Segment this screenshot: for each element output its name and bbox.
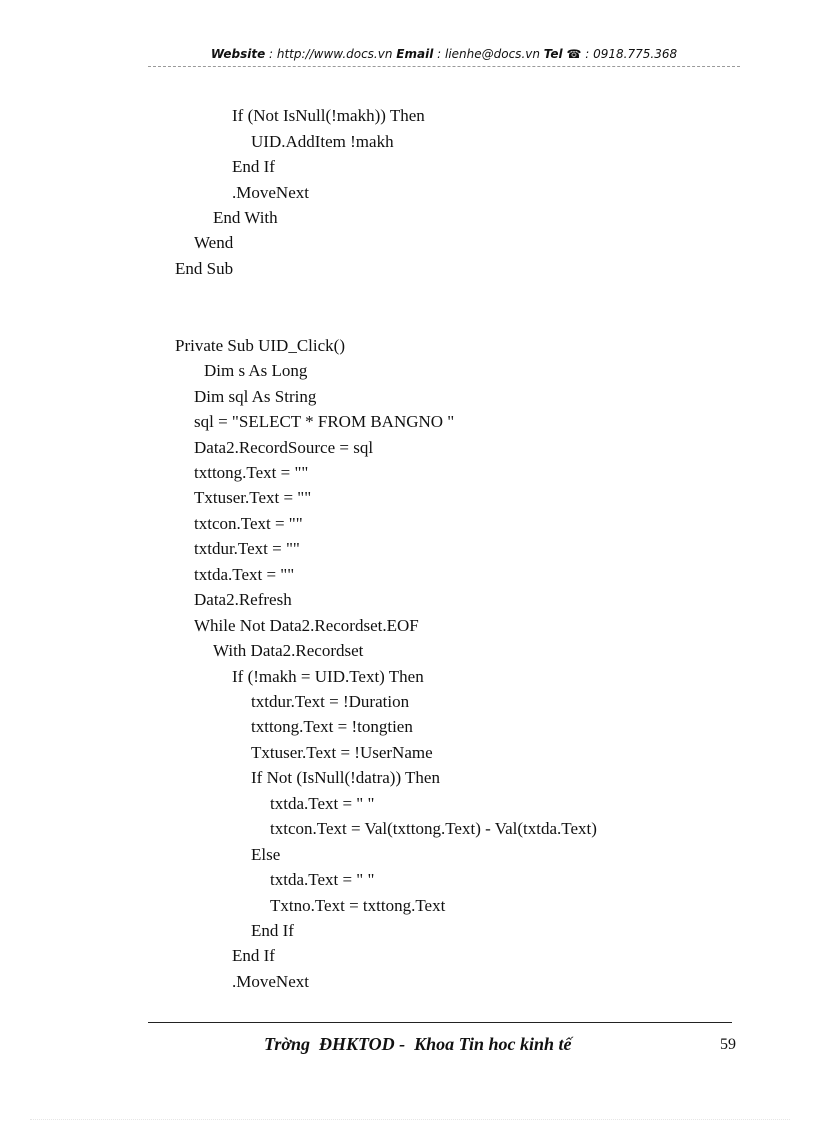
code-line: sql = "SELECT * FROM BANGNO " xyxy=(194,412,455,431)
code-line: txtcon.Text = "" xyxy=(194,514,303,533)
email-value: : lienhe@docs.vn xyxy=(433,47,544,61)
phone-icon: ☎ xyxy=(566,47,582,61)
code-line: txttong.Text = !tongtien xyxy=(251,717,413,736)
tel-label: Tel xyxy=(543,47,563,61)
code-line: If (Not IsNull(!makh)) Then xyxy=(232,106,425,125)
code-line: Data2.Refresh xyxy=(194,590,292,609)
email-label: Email xyxy=(396,47,434,61)
code-line: txtda.Text = "" xyxy=(194,565,295,584)
website-value: : http://www.docs.vn xyxy=(265,47,397,61)
code-line: Txtuser.Text = !UserName xyxy=(251,743,433,762)
code-line: txtdur.Text = !Duration xyxy=(251,692,410,711)
code-line: .MoveNext xyxy=(232,183,309,202)
tel-value: : 0918.775.368 xyxy=(581,47,678,61)
code-line: Data2.RecordSource = sql xyxy=(194,438,374,457)
code-line: Dim sql As String xyxy=(194,387,317,406)
code-line: If (!makh = UID.Text) Then xyxy=(232,667,424,686)
page-header xyxy=(148,47,740,61)
code-line: txtda.Text = " " xyxy=(270,794,375,813)
code-line: Else xyxy=(251,845,281,864)
code-line: Private Sub UID_Click() xyxy=(175,336,345,355)
code-line: Txtuser.Text = "" xyxy=(194,488,312,507)
header-divider xyxy=(148,66,740,67)
code-line: Wend xyxy=(194,233,234,252)
code-line: Txtno.Text = txttong.Text xyxy=(270,896,446,915)
footer-divider xyxy=(148,1022,732,1023)
code-line: While Not Data2.Recordset.EOF xyxy=(194,616,419,635)
footer-title: Trờng ĐHKTOD - Khoa Tin hoc kinh tế xyxy=(264,1034,572,1054)
code-line: UID.AddItem !makh xyxy=(251,132,394,151)
code-line: End If xyxy=(251,921,294,940)
code-line: txtcon.Text = Val(txttong.Text) - Val(txtda.Text) xyxy=(270,819,597,838)
website-label: Website xyxy=(210,47,266,61)
code-line: End Sub xyxy=(175,259,234,278)
code-line: .MoveNext xyxy=(232,972,309,991)
code-line: End If xyxy=(232,157,275,176)
bottom-border xyxy=(30,1119,790,1120)
code-line: txttong.Text = "" xyxy=(194,463,309,482)
code-line: txtdur.Text = "" xyxy=(194,539,300,558)
code-line: End With xyxy=(213,208,278,227)
code-line: txtda.Text = " " xyxy=(270,870,375,889)
code-line: Dim s As Long xyxy=(204,361,308,380)
code-line: With Data2.Recordset xyxy=(213,641,364,660)
page-number: 59 xyxy=(720,1036,736,1053)
code-line: If Not (IsNull(!datra)) Then xyxy=(251,768,440,787)
code-line: End If xyxy=(232,946,275,965)
